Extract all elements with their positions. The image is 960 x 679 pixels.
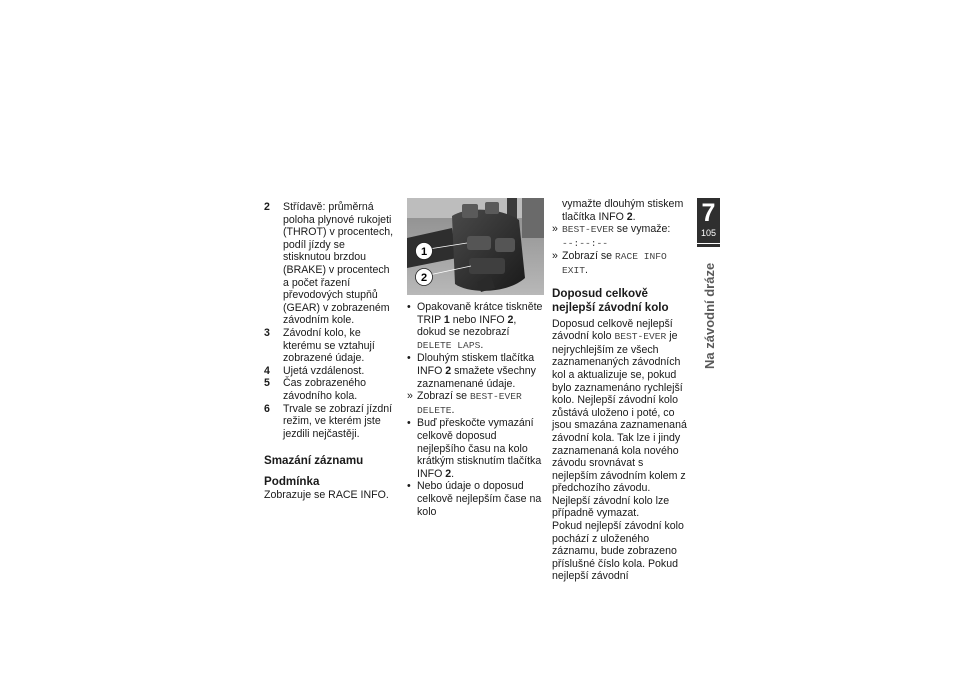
page-number: 105 (700, 228, 717, 238)
item-text: Střídavě: průměrná poloha plynové rukojeti (THROT) v procentech, podíl jízdy se stisknutou brzdou (BRAKE) v procentech a počet řazení převodových stupňů (GEAR) v zobrazeném závodním kole. (283, 201, 394, 327)
column-middle (407, 198, 544, 518)
column-right (552, 198, 689, 583)
list-item (264, 327, 394, 365)
tab-divider (697, 244, 720, 247)
bullet-item: • Nebo údaje o doposud celkově nejlepším čase na kolo (407, 480, 542, 518)
item-number: 5 (264, 377, 270, 390)
section-heading: Smazání záznamu (264, 454, 364, 468)
list-item (264, 201, 394, 327)
bullet-item: • Dlouhým stiskem tlačítka INFO 2 smažete všechny zaznamenané údaje. (407, 352, 536, 390)
photo-label-2: 2 (420, 272, 428, 284)
result-marker: » (552, 223, 558, 236)
chapter-tab (697, 198, 720, 247)
paragraph: Doposud celkově nejlepší závodní kolo BEST-EVER je nejrychlejším ze všech zaznamenaných závodních kol a aktualizuje se, pokud bylo zaznamenáno rychlejší kolo. Nejlepší závodní kolo zůstává uloženo i poté, co jsou smazána zaznamenaná závodní kola. Tak lze i jindy zaznamenaná kola nového závodu srovnávat s nejlepším závodním kolem z předchozího závodu. (552, 317, 687, 495)
handlebar-switch-photo (407, 198, 544, 295)
bullet-item: • Opakovaně krátce tiskněte TRIP 1 nebo INFO 2, dokud se nezobrazí DELETE LAPS. (407, 301, 543, 351)
item-text: Závodní kolo, ke kterému se vztahují zobrazené údaje. (283, 326, 375, 365)
condition-text: Zobrazuje se RACE INFO. (264, 489, 389, 502)
photo-label-1: 1 (420, 246, 428, 258)
paragraph: Nejlepší závodní kolo lze případně vymazat. (552, 494, 670, 520)
result-item: » Zobrazí se RACE INFO EXIT. (552, 250, 667, 276)
item-number: 2 (264, 201, 270, 213)
bullet-item: • Buď přeskočte vymazání celkově doposud nejlepšího času na kolo krátkým stisknutím tlačítka INFO 2. (407, 417, 542, 480)
item-number: 4 (264, 364, 270, 377)
subheading: Podmínka (264, 475, 320, 489)
bullet-marker: • (407, 352, 411, 365)
continued-text: vymažte dlouhým stiskem tlačítka INFO 2. (562, 198, 684, 223)
result-marker: » (407, 390, 413, 403)
chapter-number: 7 (701, 199, 716, 227)
list-item (264, 403, 394, 441)
item-number: 3 (264, 326, 270, 339)
result-item: » Zobrazí se BEST-EVER DELETE. (407, 390, 522, 416)
result-item: » BEST-EVER se vymaže: --:--:-- (552, 223, 671, 249)
bullet-marker: • (407, 417, 411, 430)
bullet-marker: • (407, 301, 411, 313)
result-marker: » (552, 250, 558, 263)
item-text: Ujetá vzdálenost. (283, 364, 365, 377)
item-text: Čas zobrazeného závodního kola. (283, 377, 367, 402)
section-heading: Doposud celkově nejlepší závodní kolo (552, 286, 669, 314)
paragraph: Pokud nejlepší závodní kolo pochází z uloženého záznamu, bude zobrazeno příslušné číslo kola. Pokud nejlepší závodní (552, 520, 684, 583)
list-item (264, 377, 394, 402)
bullet-marker: • (407, 480, 411, 493)
chapter-box (697, 198, 720, 243)
item-number: 6 (264, 402, 270, 415)
list-item (264, 365, 394, 378)
item-text: Trvale se zobrazí jízdní režim, ve kterém jste jezdili nejčastěji. (283, 402, 393, 440)
column-left (264, 201, 394, 502)
chapter-side-title: Na závodní dráze (702, 263, 717, 370)
